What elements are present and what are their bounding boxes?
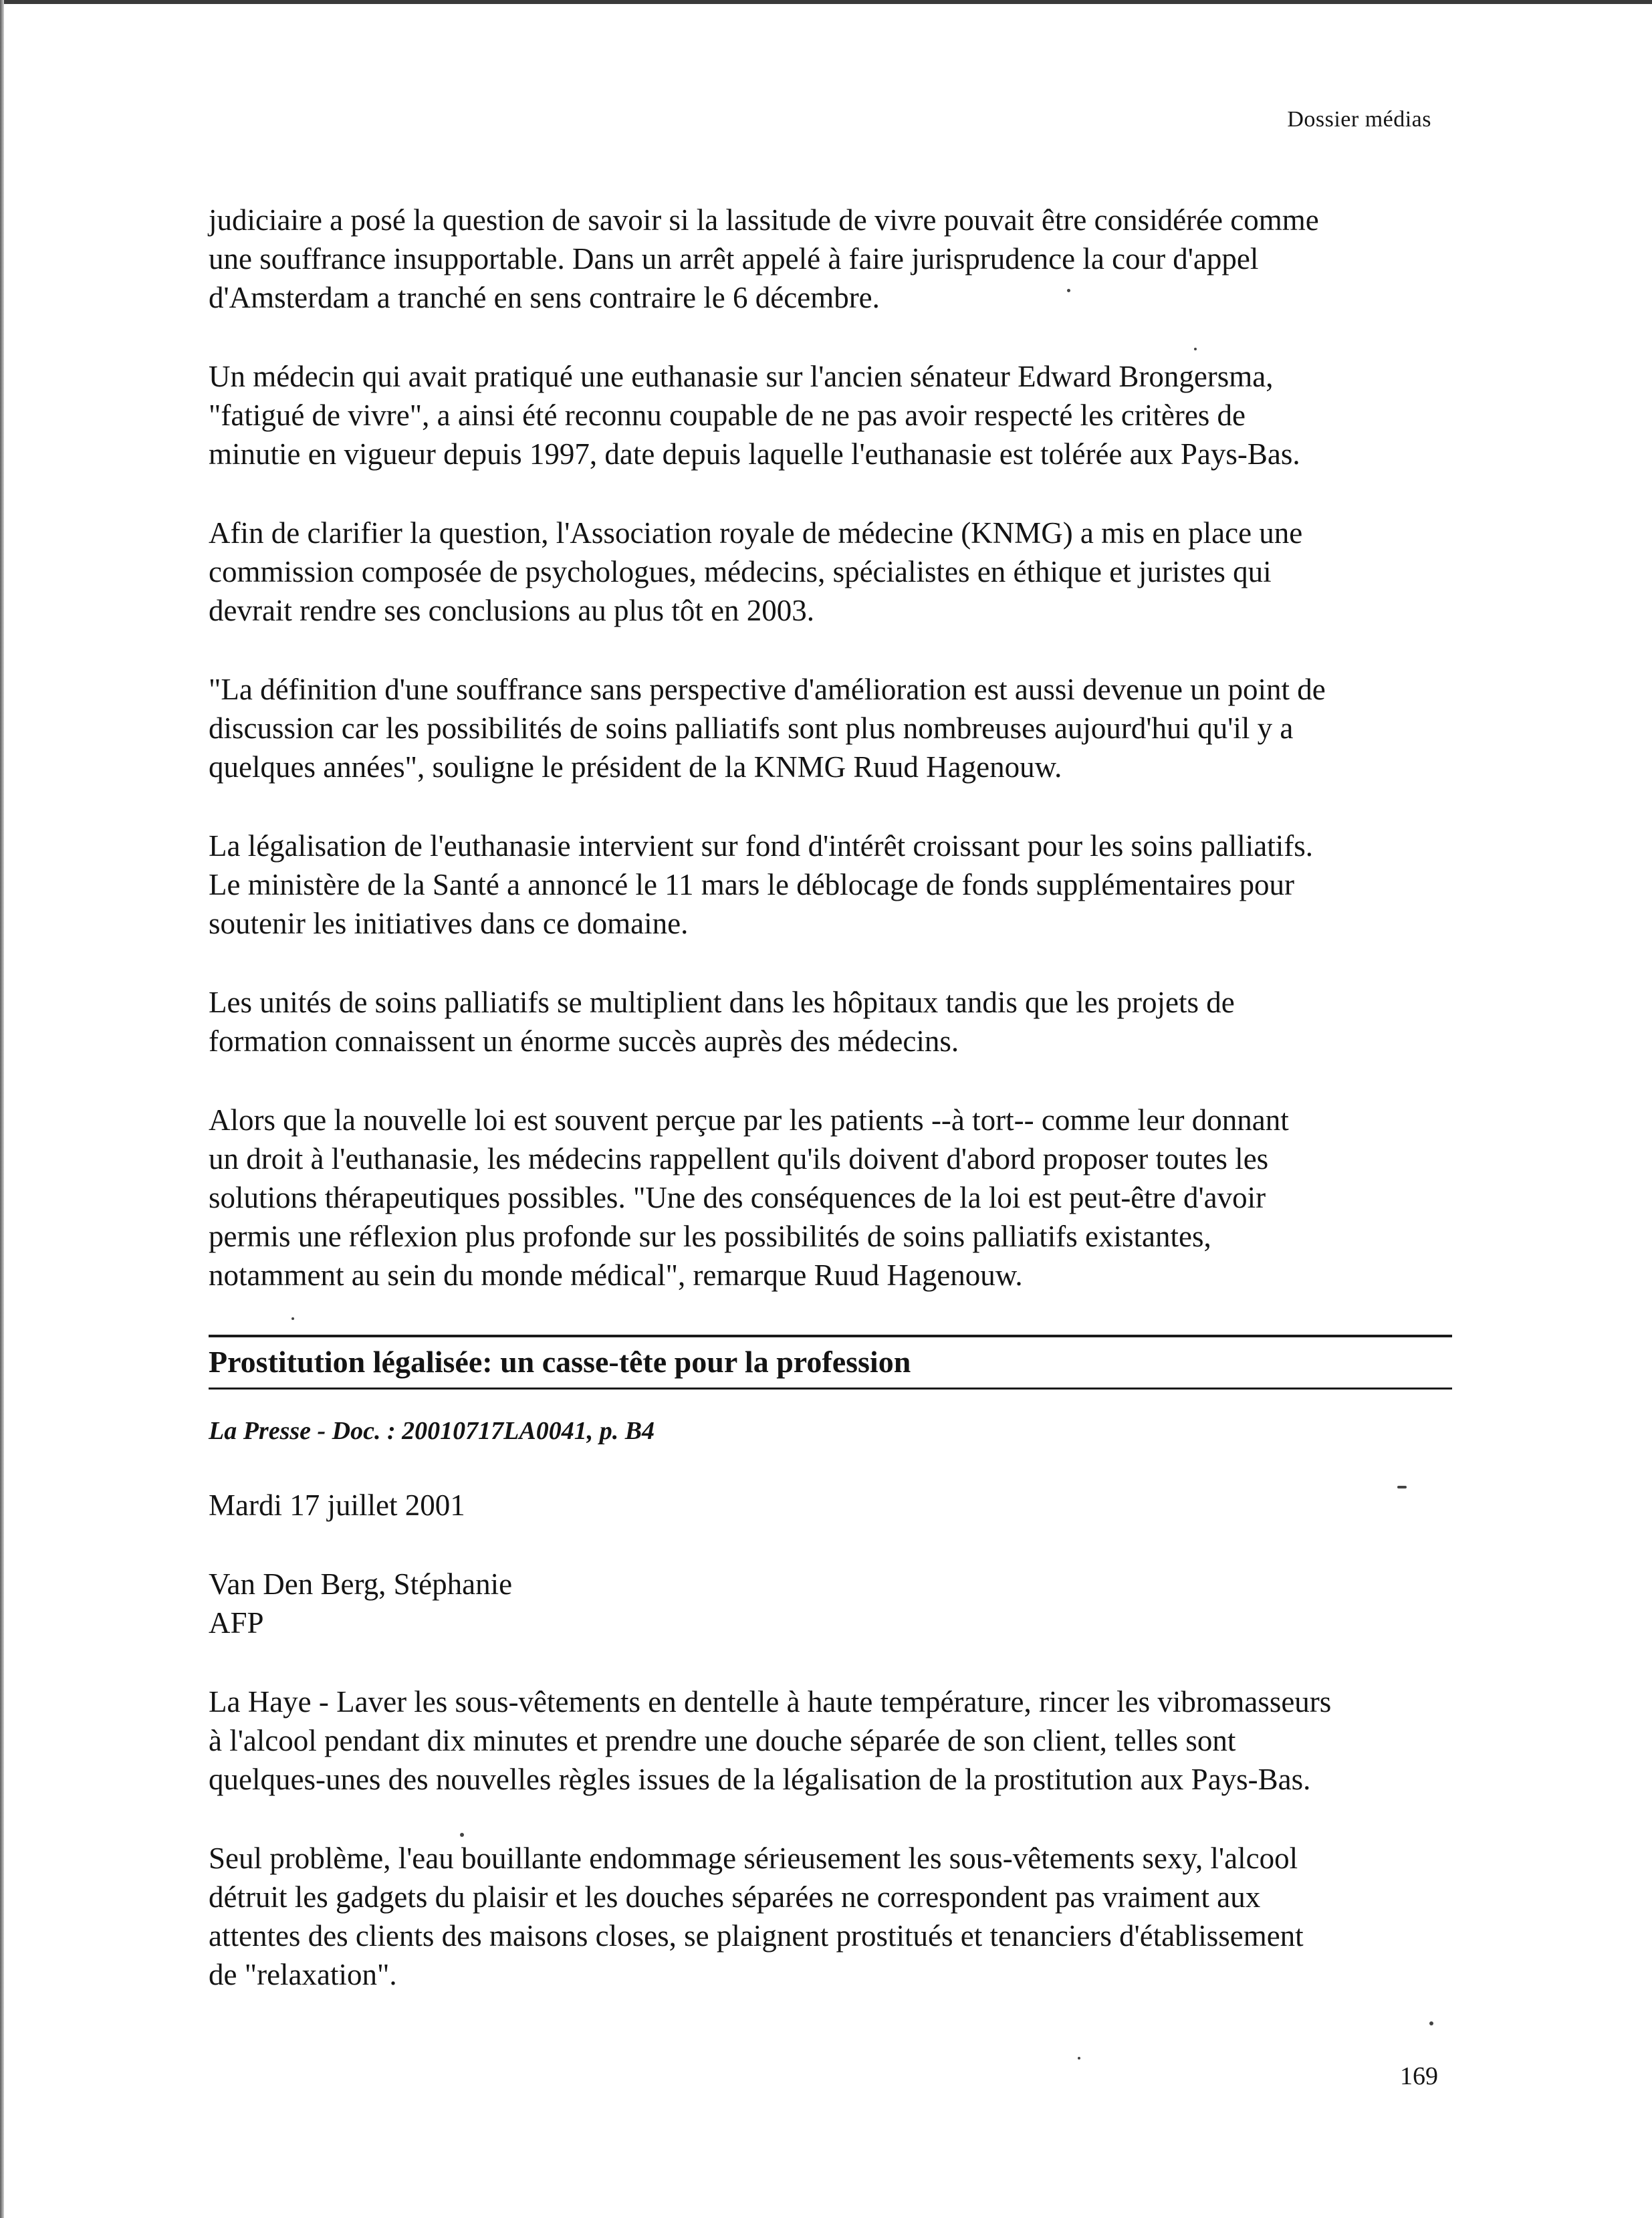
scan-speck bbox=[1067, 289, 1070, 292]
scan-edge-top bbox=[0, 0, 1652, 4]
article1-paragraph-5: La légalisation de l'euthanasie intervient sur fond d'intérêt croissant pour les soins palliatifs. Le ministère de la Santé a annoncé le 11 mars le déblocage de fonds supplémentaires pour soutenir les initiatives dans ce domaine. bbox=[209, 829, 1314, 940]
article1-paragraph-3: Afin de clarifier la question, l'Association royale de médecine (KNMG) a mis en place une commission composée de psychologues, médecins, spécialistes en éthique et juristes qui devrait rendre ses conclusions au plus tôt en 2003. bbox=[209, 516, 1303, 627]
article1-paragraph-1: judiciaire a posé la question de savoir si la lassitude de vivre pouvait être considérée comme une souffrance insupportable. Dans un arrêt appelé à faire jurisprudence la cour d'appel d'Amsterdam a tranché en sens contraire le 6 décembre. bbox=[209, 203, 1319, 314]
scan-speck bbox=[1397, 1486, 1407, 1488]
article2-byline bbox=[209, 1565, 1452, 1642]
article1-paragraph-7: Alors que la nouvelle loi est souvent perçue par les patients --à tort-- comme leur donnant un droit à l'euthanasie, les médecins rappellent qu'ils doivent d'abord proposer toutes les solutions thérapeutiques possibles. "Une des conséquences de la loi est peut-être d'avoir permis une réflexion plus profonde sur les possibilités de soins palliatifs existantes, notamment au sein du monde médical", remarque Ruud Hagenouw. bbox=[209, 1103, 1289, 1292]
article2-title: Prostitution légalisée: un casse-tête pour la profession bbox=[209, 1345, 911, 1379]
article2-paragraph-2: Seul problème, l'eau bouillante endommage sérieusement les sous-vêtements sexy, l'alcool détruit les gadgets du plaisir et les douches séparées ne correspondent pas vraiment aux attentes des clients des maisons closes, se plaignent prostitués et tenanciers d'établissement de "relaxation". bbox=[209, 1842, 1304, 1991]
article2-paragraph-1: La Haye - Laver les sous-vêtements en dentelle à haute température, rincer les vibromasseurs à l'alcool pendant dix minutes et prendre une douche séparée de son client, telles sont quelques-unes des nouvelles règles issues de la légalisation de la prostitution aux Pays-Bas. bbox=[209, 1685, 1332, 1796]
article2-source: La Presse - Doc. : 20010717LA0041, p. B4 bbox=[209, 1417, 655, 1445]
running-header: Dossier médias bbox=[1287, 107, 1431, 132]
article2-author: Van Den Berg, Stéphanie bbox=[209, 1567, 513, 1601]
page-number: 169 bbox=[1400, 2062, 1438, 2090]
article1-paragraph-2: Un médecin qui avait pratiqué une euthanasie sur l'ancien sénateur Edward Brongersma, "fatigué de vivre", a ainsi été reconnu coupable de ne pas avoir respecté les critères de minutie en vigueur depuis 1997, date depuis laquelle l'euthanasie est tolérée aux Pays-Bas. bbox=[209, 360, 1300, 471]
article2-title-rule bbox=[209, 1335, 1452, 1390]
scan-speck bbox=[291, 1317, 294, 1320]
page-content bbox=[209, 201, 1452, 2034]
article2-agency: AFP bbox=[209, 1606, 264, 1640]
scan-speck bbox=[1194, 348, 1197, 350]
scan-speck bbox=[1078, 2057, 1080, 2060]
scan-speck bbox=[460, 1833, 464, 1837]
article1-paragraph-4: "La définition d'une souffrance sans perspective d'amélioration est aussi devenue un point de discussion car les possibilités de soins palliatifs sont plus nombreuses aujourd'hui qu'il y a quelques années", souligne le président de la KNMG Ruud Hagenouw. bbox=[209, 673, 1326, 784]
scan-speck bbox=[1429, 2021, 1433, 2025]
article2-date: Mardi 17 juillet 2001 bbox=[209, 1488, 465, 1522]
scan-edge-left bbox=[0, 0, 4, 2218]
article1-paragraph-6: Les unités de soins palliatifs se multiplient dans les hôpitaux tandis que les projets de formation connaissent un énorme succès auprès des médecins. bbox=[209, 986, 1235, 1058]
